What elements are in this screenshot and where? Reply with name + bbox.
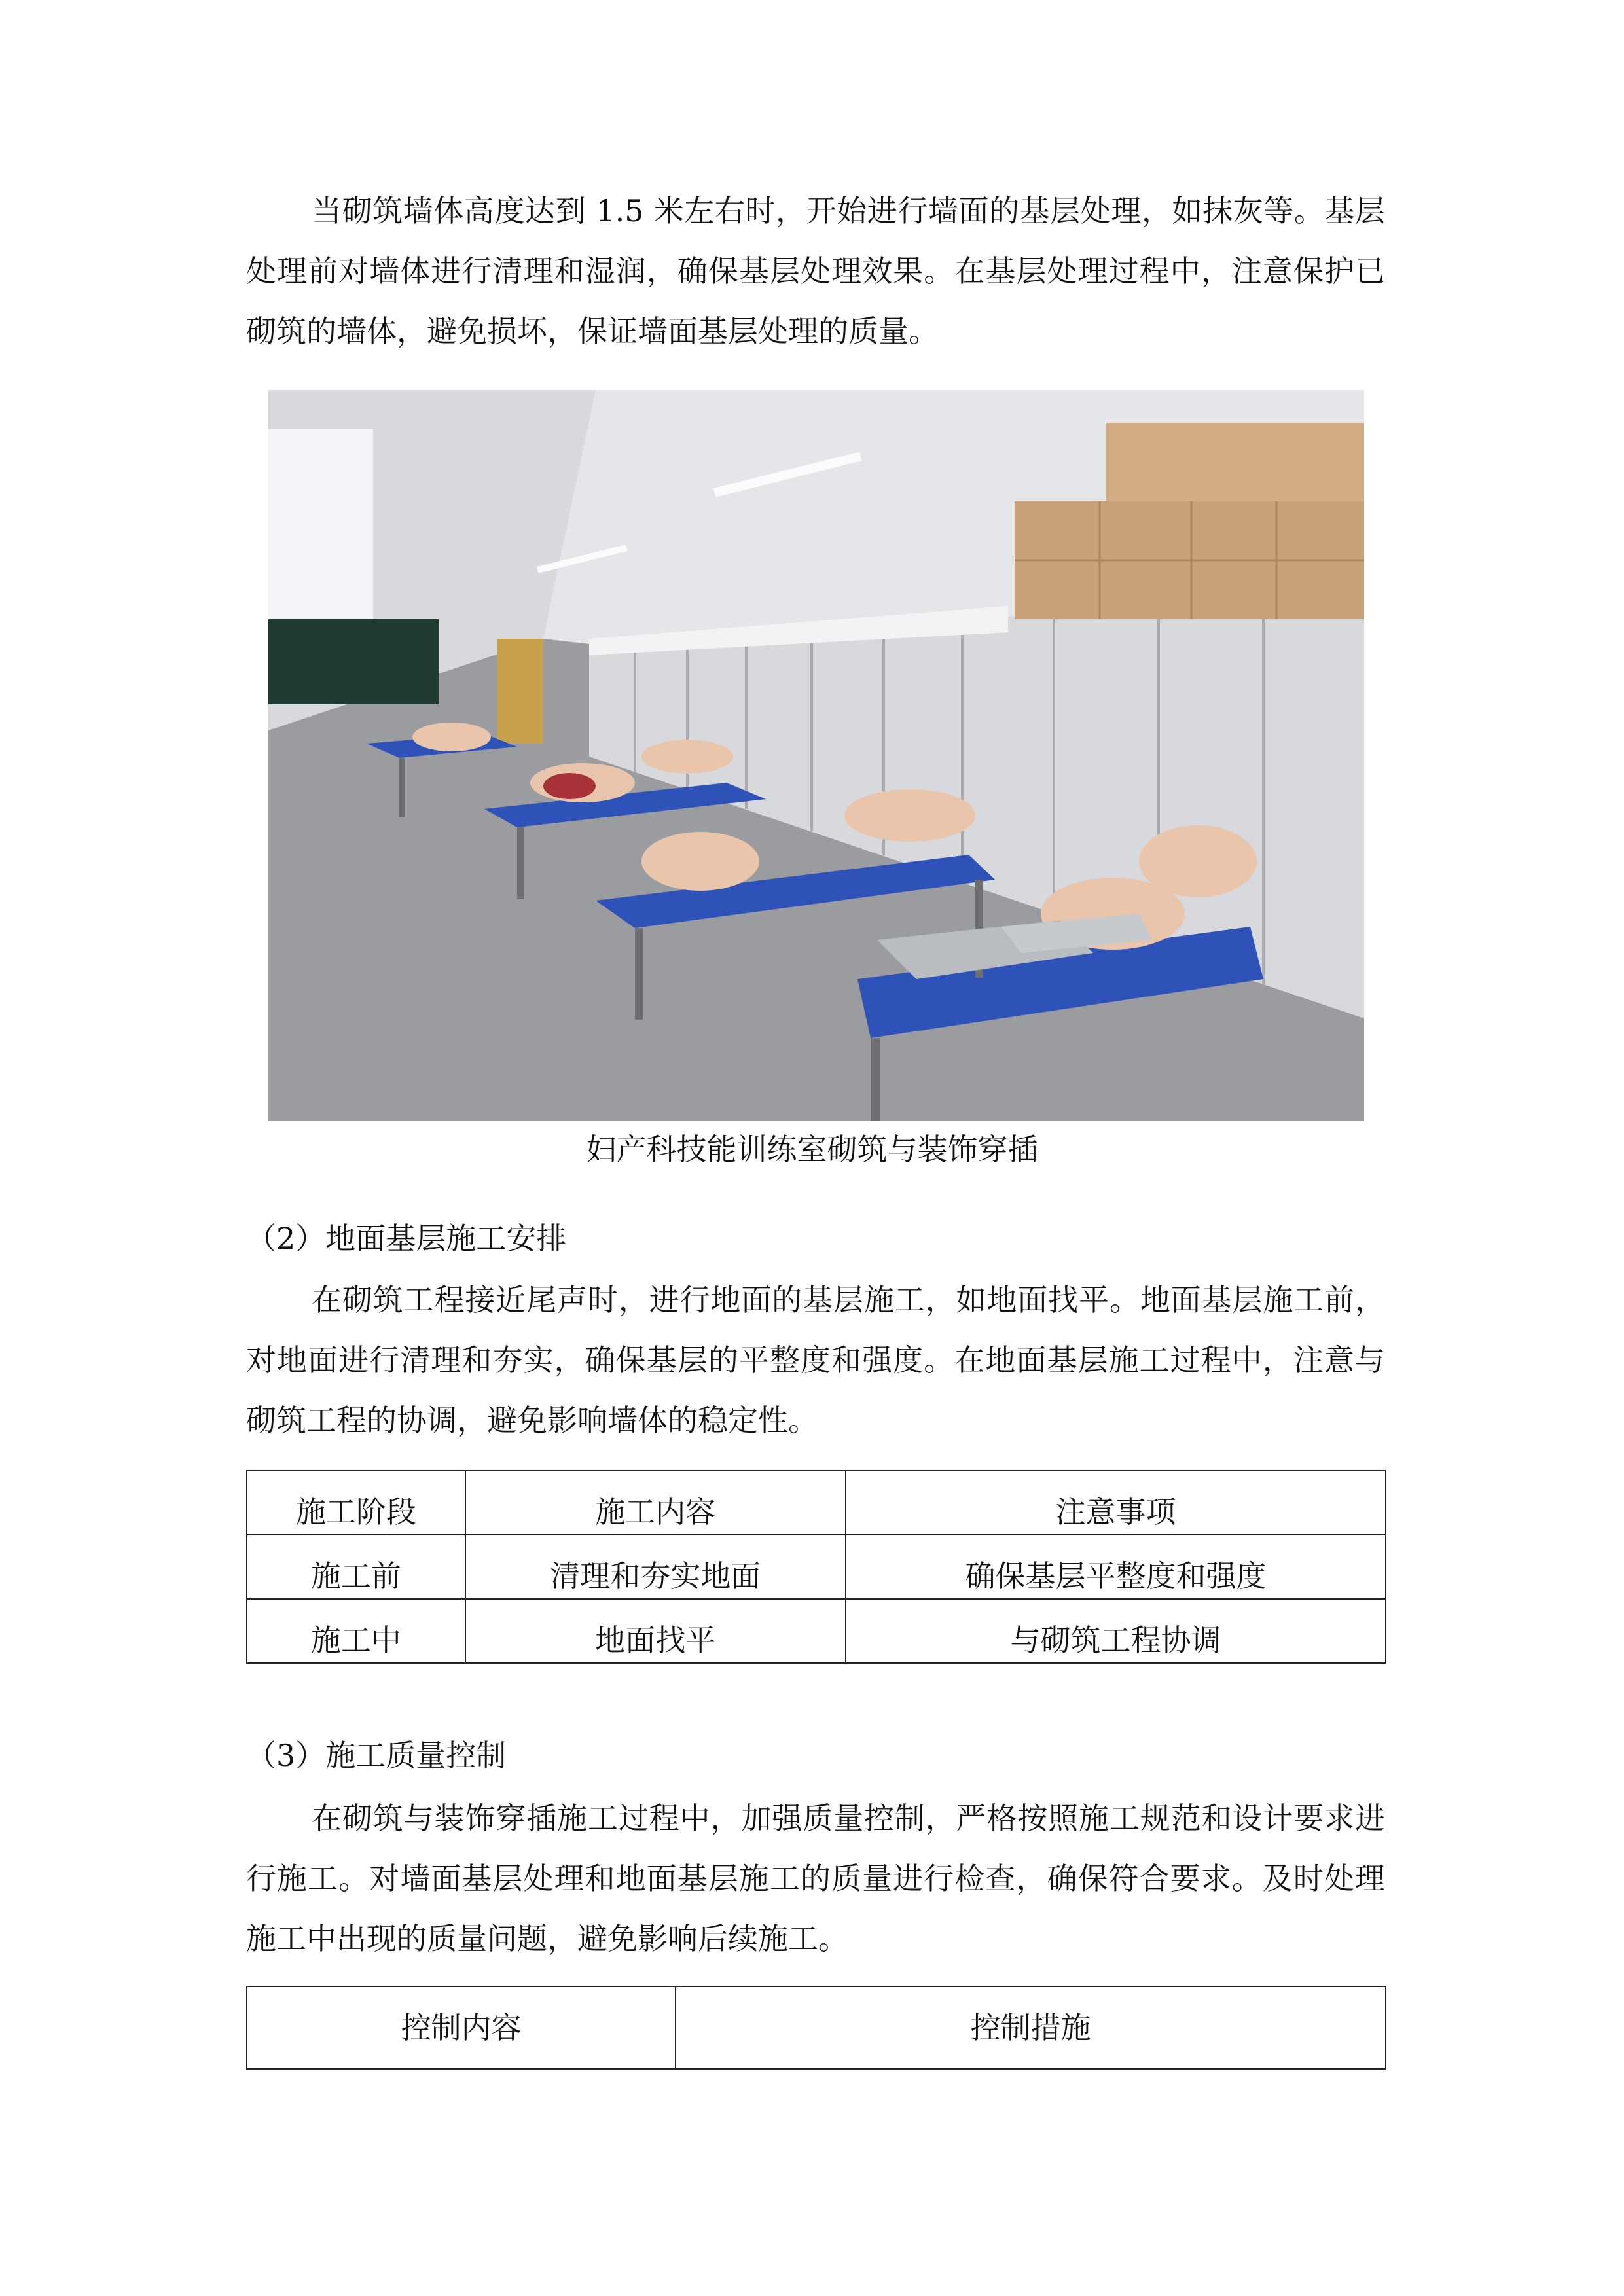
table-row: [247, 1599, 1386, 1663]
ground-construction-table: [246, 1470, 1386, 1664]
header-cell: 注意事项: [846, 1471, 1386, 1535]
paragraph-ground-base: 在砌筑工程接近尾声时，进行地面的基层施工，如地面找平。地面基层施工前，对地面进行清理和夯实，确保基层的平整度和强度。在地面基层施工过程中，注意与砌筑工程的协调，避免影响墙体的稳定性。: [246, 1282, 1385, 1438]
header-cell: 施工阶段: [247, 1471, 465, 1535]
table-cell: 施工中: [247, 1599, 465, 1663]
table-cell: 与砌筑工程协调: [846, 1599, 1386, 1663]
table-cell: 地面找平: [465, 1599, 846, 1663]
figure-caption: 妇产科技能训练室砌筑与装饰穿插: [586, 1132, 1038, 1167]
table-cell: 施工前: [247, 1535, 465, 1599]
table-row: [247, 1535, 1386, 1599]
quality-control-table: [246, 1986, 1386, 2070]
table-cell: 确保基层平整度和强度: [846, 1535, 1386, 1599]
training-room-photo: [268, 390, 1364, 1121]
heading-quality-control: （3）施工质量控制: [246, 1738, 507, 1773]
heading-ground-base: （2）地面基层施工安排: [246, 1221, 567, 1256]
header-cell: 控制措施: [676, 1986, 1386, 2069]
header-cell: 控制内容: [247, 1986, 676, 2069]
paragraph-wall-base: 当砌筑墙体高度达到 1.5 米左右时，开始进行墙面的基层处理，如抹灰等。基层处理前对墙体进行清理和湿润，确保基层处理效果。在基层处理过程中，注意保护已砌筑的墙体，避免损坏，保证墙面基层处理的质量。: [246, 193, 1385, 349]
table-header-row: [247, 1986, 1386, 2069]
header-cell: 施工内容: [465, 1471, 846, 1535]
table-header-row: [247, 1471, 1386, 1535]
paragraph-quality-control: 在砌筑与装饰穿插施工过程中，加强质量控制，严格按照施工规范和设计要求进行施工。对墙面基层处理和地面基层施工的质量进行检查，确保符合要求。及时处理施工中出现的质量问题，避免影响后续施工。: [246, 1801, 1385, 1956]
table-cell: 清理和夯实地面: [465, 1535, 846, 1599]
